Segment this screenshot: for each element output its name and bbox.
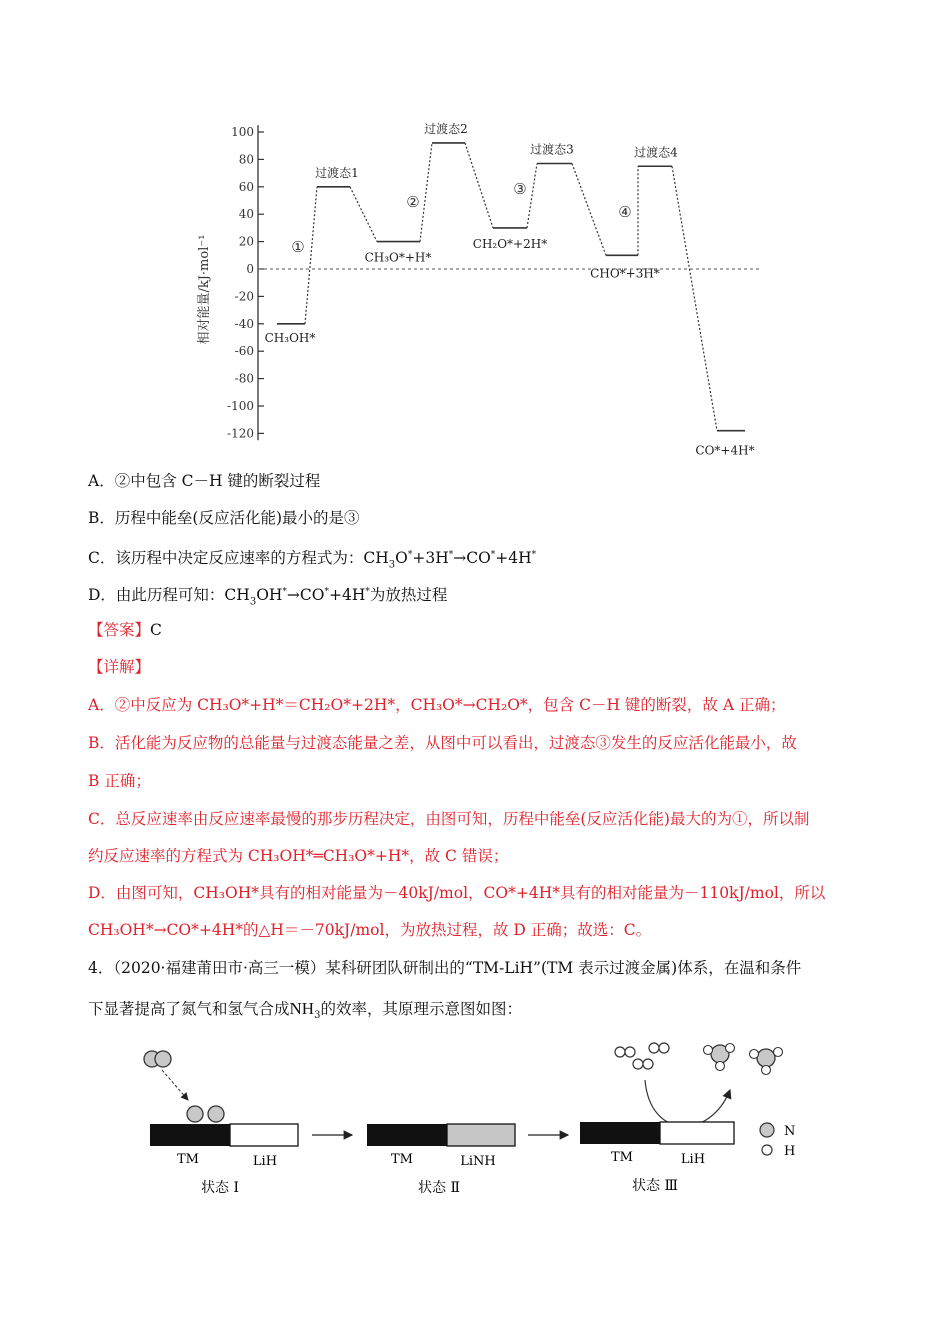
n-atom [208, 1106, 224, 1122]
state2-right-label: LiNH [460, 1154, 496, 1169]
n-atom [187, 1106, 203, 1122]
level-label: CHO*+3H* [590, 266, 660, 281]
state1-caption: 状态 Ⅰ [201, 1180, 239, 1196]
detail-label: 【详解】 [88, 658, 151, 676]
answer-label: 【答案】 [88, 621, 151, 639]
legend [760, 1123, 795, 1159]
option-c-rest: O [395, 549, 408, 568]
level-label: CO*+4H* [695, 443, 755, 458]
state3-tm-label: TM [611, 1150, 633, 1165]
y-tick-label: 60 [238, 179, 254, 194]
lih-block [660, 1122, 734, 1144]
option-d-end: 为放热过程 [369, 586, 448, 605]
y-tick-label: 100 [231, 125, 254, 139]
linh-block [447, 1124, 515, 1146]
option-d-mid: OH [256, 586, 283, 605]
lih-block [230, 1124, 298, 1146]
level-label: CH₂O*+2H* [472, 236, 548, 251]
state-1 [144, 1051, 298, 1196]
level-label: 过渡态1 [315, 165, 359, 180]
state3-caption: 状态 Ⅲ [632, 1178, 678, 1194]
h-atom [649, 1043, 659, 1053]
detail-b-1: B．活化能为反应物的总能量与过渡态能量之差，从图中可以看出，过渡态③发生的反应活化能最小，故 [88, 734, 797, 752]
question4-line2-post: 的效率，其原理示意图如图： [320, 1000, 522, 1018]
adsorb-arrow [162, 1070, 188, 1100]
state1-tm-label: TM [177, 1152, 199, 1167]
h-atom [659, 1043, 669, 1053]
step-label: ④ [618, 203, 632, 221]
tm-lih-scheme [130, 1040, 830, 1210]
chart-root [196, 121, 762, 458]
h-atom [625, 1047, 635, 1057]
state3-right-label: LiH [680, 1152, 706, 1167]
reaction-arrow [645, 1080, 730, 1126]
h-atom [762, 1066, 771, 1075]
state1-right-label: LiH [252, 1154, 278, 1169]
option-b: B．历程中能垒(反应活化能)最小的是③ [88, 509, 360, 527]
step-label: ② [406, 193, 420, 211]
option-c-eq: +3H [412, 549, 449, 568]
detail-d-2: CH₃OH*→CO*+4H*的△H＝－70kJ/mol，为放热过程，故 D 正确；故选：C。 [88, 921, 652, 939]
option-a: A．②中包含 C－H 键的断裂过程 [88, 472, 321, 490]
state-3 [580, 1043, 783, 1194]
option-c: C．该历程中决定反应速率的方程式为：$CH_3O^*+3H^*\to CO^*+4H^*$ [88, 549, 537, 571]
option-c-end: +4H [495, 549, 532, 568]
y-tick-label: -40 [234, 316, 254, 331]
h-atom [750, 1050, 759, 1059]
option-d-to: →CO [286, 586, 325, 605]
legend-h-label: H [784, 1144, 796, 1159]
detail-c-1: C．总反应速率由反应速率最慢的那步历程决定，由图可知，历程中能垒(反应活化能)最大的为①，所以制 [88, 810, 810, 828]
y-tick-label: -120 [227, 426, 254, 441]
step-label: ① [291, 238, 305, 256]
option-d-pre: D．由此历程可知：CH [88, 586, 250, 605]
h-atom [633, 1059, 643, 1069]
y-tick-label: -60 [234, 344, 254, 359]
tm-block [580, 1122, 660, 1144]
detail-b-2: B 正确； [88, 772, 151, 790]
connector [527, 164, 537, 228]
h-atom [704, 1046, 713, 1055]
detail-a: A．②中反应为 CH₃O*+H*＝CH₂O*+2H*，CH₃O*→CH₂O*，包含 C－H 键的断裂，故 A 正确； [88, 696, 786, 714]
legend-h-icon [762, 1145, 772, 1155]
y-tick-label: 20 [238, 234, 254, 249]
connector [672, 166, 717, 430]
level-label: 过渡态4 [634, 145, 678, 160]
state-2 [367, 1124, 515, 1196]
y-tick-label: -80 [234, 371, 254, 386]
answer-value: C [150, 621, 162, 639]
option-c-pre: C．该历程中决定反应速率的方程式为：CH [88, 549, 389, 568]
legend-n-icon [760, 1123, 774, 1137]
n-atom [155, 1051, 171, 1067]
step-label: ③ [513, 180, 527, 198]
tm-block [150, 1124, 230, 1146]
option-c-to: →CO [453, 549, 491, 568]
y-tick-label: -20 [234, 289, 254, 304]
connector [305, 187, 317, 324]
state2-tm-label: TM [391, 1152, 413, 1167]
option-d: D．由此历程可知：$CH_3OH^*\to CO^*+4H^*$为放热过程 [88, 586, 448, 608]
nh3-molecule [757, 1049, 775, 1067]
detail-d-1: D．由图可知，CH₃OH*具有的相对能量为－40kJ/mol，CO*+4H*具有的相对能量为－110kJ/mol，所以 [88, 884, 826, 902]
energy-profile-chart [180, 112, 780, 462]
connector [420, 143, 432, 242]
question4-line1: 4．（2020·福建莆田市·高三一模）某科研团队研制出的“TM-LiH”(TM 表示过渡金属)体系，在温和条件 [88, 959, 802, 977]
y-tick-label: -100 [227, 399, 254, 413]
connector [350, 187, 377, 242]
nh3-subscript: 3 [314, 1010, 321, 1022]
question4-line2 [88, 998, 522, 1027]
h-atom [615, 1047, 625, 1057]
option-d-h: +4H [328, 586, 366, 605]
h-atom [643, 1059, 653, 1069]
tm-block [367, 1124, 447, 1146]
level-label: 过渡态2 [424, 121, 468, 136]
connector [465, 143, 493, 228]
nh3-formula: NH [289, 999, 315, 1018]
y-tick-label: 40 [238, 207, 254, 222]
y-tick-label: 0 [246, 262, 254, 276]
level-label: 过渡态3 [530, 142, 574, 157]
level-label: CH₃O*+H* [364, 250, 432, 265]
h-atom [774, 1048, 783, 1057]
y-axis-label: 相对能量/kJ·mol⁻¹ [197, 234, 212, 345]
h-atom [726, 1044, 735, 1053]
detail-c-2: 约反应速率的方程式为 CH₃OH*═CH₃O*+H*，故 C 错误； [88, 847, 509, 865]
connector [572, 164, 606, 256]
state2-caption: 状态 Ⅱ [418, 1180, 460, 1196]
question4-line2-pre: 下显著提高了氮气和氢气合成 [88, 1000, 290, 1018]
y-tick-label: 80 [238, 152, 254, 167]
answer [88, 619, 162, 641]
h-atom [716, 1062, 725, 1071]
level-label: CH₃OH* [264, 330, 316, 345]
legend-n-label: N [784, 1124, 796, 1139]
